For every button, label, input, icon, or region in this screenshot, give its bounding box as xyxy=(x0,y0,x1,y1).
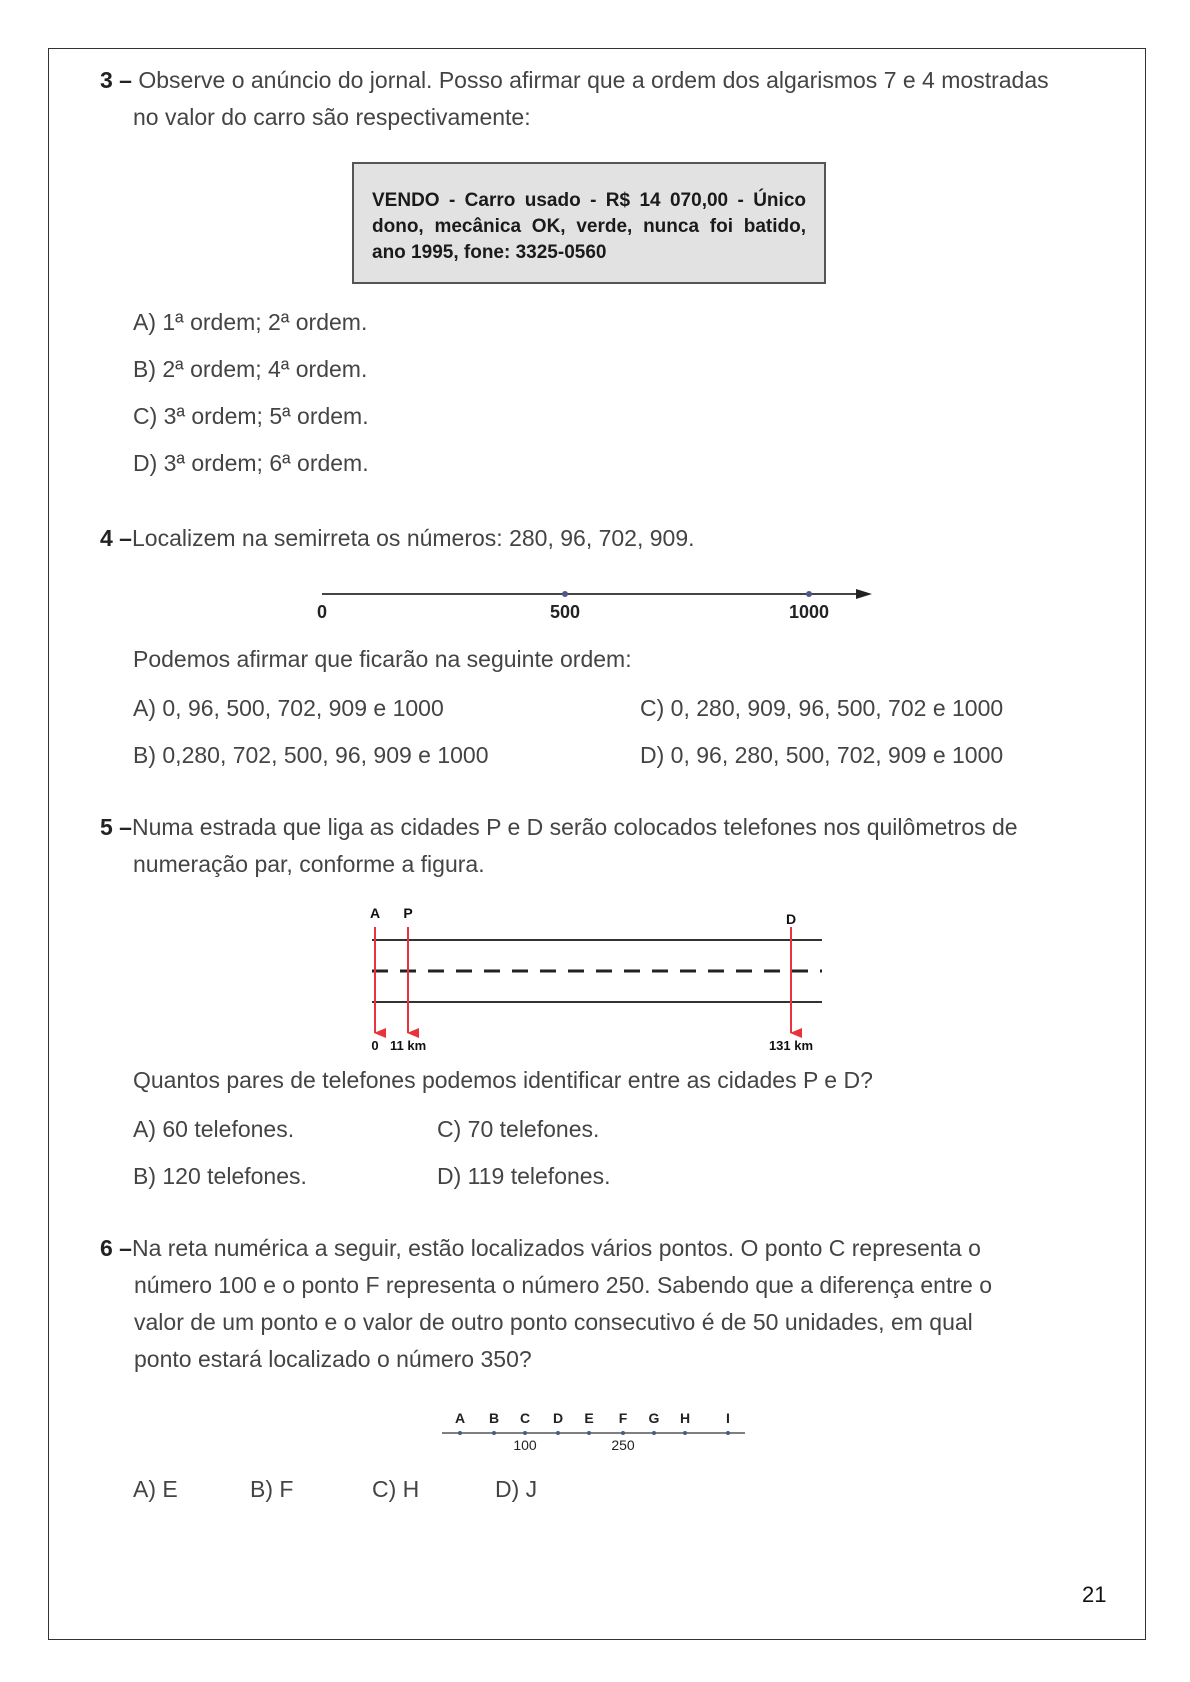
q5-text-line2: numeração par, conforme a figura. xyxy=(133,851,485,877)
q5-road-figure xyxy=(360,905,840,1055)
q6-point-e: E xyxy=(584,1410,594,1426)
q6-point-h: H xyxy=(679,1410,691,1426)
q3-text-line2: no valor do carro são respectivamente: xyxy=(133,104,531,130)
q3-text-line1: Observe o anúncio do jornal. Posso afirmar que a ordem dos algarismos 7 e 4 mostradas xyxy=(138,67,1049,93)
q6-point-a: A xyxy=(454,1410,466,1426)
q6-point-f: F xyxy=(618,1410,628,1426)
q6-text-line4: ponto estará localizado o número 350? xyxy=(134,1346,532,1372)
q4-tick-500 xyxy=(562,591,568,597)
q6-point-d: D xyxy=(552,1410,564,1426)
q5-option-c[interactable]: C) 70 telefones. xyxy=(437,1116,600,1142)
q4-label-1000: 1000 xyxy=(788,602,830,622)
q4-option-b[interactable]: B) 0,280, 702, 500, 96, 909 e 1000 xyxy=(133,742,489,768)
q6-point-c: C xyxy=(519,1410,531,1426)
q4-option-d[interactable]: D) 0, 96, 280, 500, 702, 909 e 1000 xyxy=(640,742,1004,768)
q4-tick-1000 xyxy=(806,591,812,597)
q6-option-b[interactable]: B) F xyxy=(250,1476,294,1502)
page-number: 21 xyxy=(1082,1582,1107,1607)
q5-statement xyxy=(100,809,1100,883)
label-d: D xyxy=(785,911,797,927)
q6-number: 6 – xyxy=(100,1235,132,1261)
label-a: A xyxy=(369,905,381,921)
q3-option-b[interactable]: B) 2ª ordem; 4ª ordem. xyxy=(133,356,368,382)
q5-text-line1: Numa estrada que liga as cidades P e D serão colocados telefones nos quilômetros de xyxy=(131,814,1018,840)
q6-point-b: B xyxy=(488,1410,500,1426)
q4-option-a[interactable]: A) 0, 96, 500, 702, 909 e 1000 xyxy=(133,695,444,721)
q3-statement xyxy=(100,62,1100,136)
q3-number: 3 – xyxy=(100,67,132,93)
q6-statement xyxy=(100,1230,1090,1378)
q6-option-d[interactable]: D) J xyxy=(495,1476,538,1502)
newspaper-ad: VENDO - Carro usado - R$ 14 070,00 - Único dono, mecânica OK, verde, nunca foi batido, ano 1995, fone: 3325-0560 xyxy=(352,162,826,284)
q6-point-g: G xyxy=(648,1410,660,1426)
q6-point-i: I xyxy=(726,1410,730,1426)
q3-option-d[interactable]: D) 3ª ordem; 6ª ordem. xyxy=(133,450,369,476)
q4-line-arrowhead xyxy=(856,589,872,599)
q6-option-a[interactable]: A) E xyxy=(133,1476,178,1502)
q5-number: 5 – xyxy=(100,814,132,840)
q5-option-b[interactable]: B) 120 telefones. xyxy=(133,1163,307,1189)
q6-option-c[interactable]: C) H xyxy=(372,1476,420,1502)
label-11km: 11 km xyxy=(390,1038,427,1053)
q4-label-0: 0 xyxy=(316,602,328,622)
q4-statement xyxy=(100,520,1100,557)
q6-text-line2: número 100 e o ponto F representa o número 250. Sabendo que a diferença entre o xyxy=(134,1272,992,1298)
label-131km: 131 km xyxy=(768,1038,814,1053)
q3-option-a[interactable]: A) 1ª ordem; 2ª ordem. xyxy=(133,309,368,335)
q6-text-line1: Na reta numérica a seguir, estão localizados vários pontos. O ponto C representa o xyxy=(131,1235,981,1261)
q4-prompt: Podemos afirmar que ficarão na seguinte ordem: xyxy=(133,646,632,672)
q5-prompt: Quantos pares de telefones podemos identificar entre as cidades P e D? xyxy=(133,1067,873,1093)
q4-option-c[interactable]: C) 0, 280, 909, 96, 500, 702 e 1000 xyxy=(640,695,1004,721)
q4-label-500: 500 xyxy=(549,602,581,622)
q5-option-d[interactable]: D) 119 telefones. xyxy=(437,1163,611,1189)
q6-value-250: 250 xyxy=(611,1437,635,1453)
label-0: 0 xyxy=(371,1038,379,1053)
q6-number-line xyxy=(440,1405,750,1455)
q6-value-100: 100 xyxy=(513,1437,537,1453)
q6-text-line3: valor de um ponto e o valor de outro ponto consecutivo é de 50 unidades, em qual xyxy=(134,1309,973,1335)
q4-number-line xyxy=(300,580,880,630)
q3-option-c[interactable]: C) 3ª ordem; 5ª ordem. xyxy=(133,403,369,429)
q5-option-a[interactable]: A) 60 telefones. xyxy=(133,1116,295,1142)
q4-number: 4 – xyxy=(100,525,132,551)
label-p: P xyxy=(403,905,413,921)
q4-text: Localizem na semirreta os números: 280, 96, 702, 909. xyxy=(131,525,695,551)
